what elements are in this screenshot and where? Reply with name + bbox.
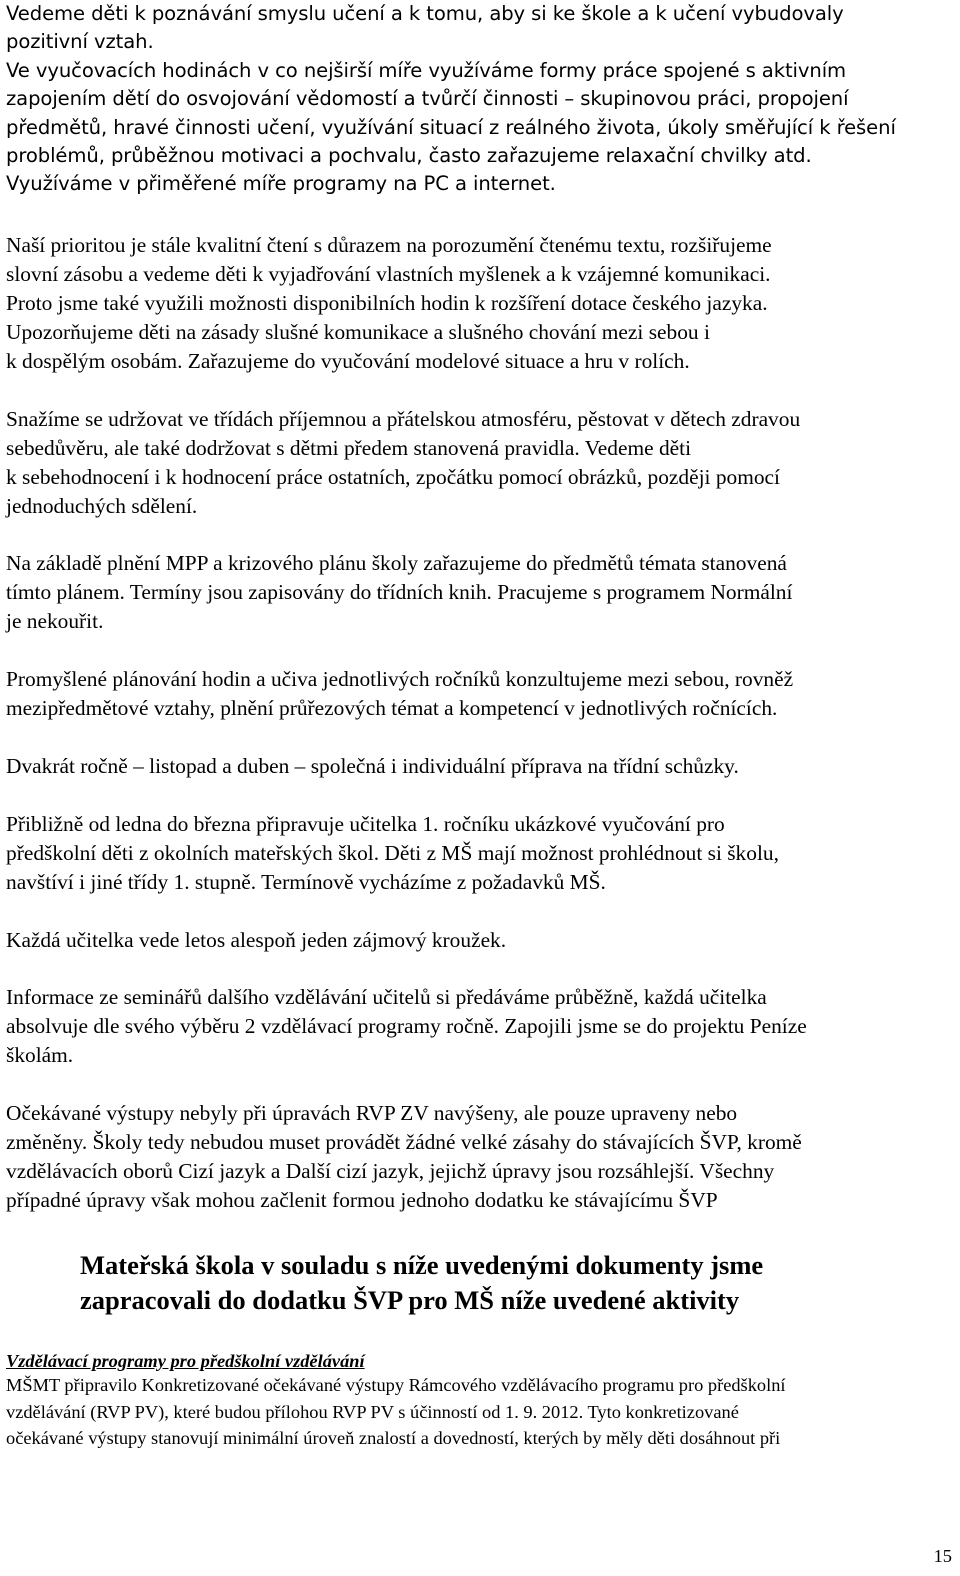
heading-line: Mateřská škola v souladu s níže uvedenými dokumenty jsme <box>80 1250 764 1280</box>
text-line: školám. <box>6 1043 74 1067</box>
paragraph-interest-clubs <box>6 926 951 955</box>
text-line: navštíví i jiné třídy 1. stupně. Termínově vycházíme z požadavků MŠ. <box>6 870 606 894</box>
paragraph-msmt-outputs <box>6 1372 951 1452</box>
text-line: případné úpravy však mohou začlenit formou jednoho dodatku ke stávajícímu ŠVP <box>6 1188 718 1212</box>
heading-line: zapracovali do dodatku ŠVP pro MŠ níže uvedené aktivity <box>80 1285 740 1315</box>
text-line: Proto jsme také využili možnosti disponibilních hodin k rozšíření dotace českého jazyka. <box>6 291 768 315</box>
text-line: Využíváme v přiměřené míře programy na PC a internet. <box>6 172 556 196</box>
text-line: sebedůvěru, ale také dodržovat s dětmi předem stanovená pravidla. Vedeme děti <box>6 436 692 460</box>
text-line: MŠMT připravilo Konkretizované očekávané výstupy Rámcového vzdělávacího programu pro předškolní <box>6 1375 786 1395</box>
text-line: vzdělávacích oborů Cizí jazyk a Další cizí jazyk, jejichž úpravy jsou rozsáhlejší. Všechny <box>6 1159 775 1183</box>
text-line: vzdělávání (RVP PV), které budou přílohou RVP PV s účinností od 1. 9. 2012. Tyto konkretizované <box>6 1401 739 1422</box>
paragraph-teacher-training <box>6 983 951 1070</box>
text-line: předškolní děti z okolních mateřských škol. Děti z MŠ mají možnost prohlédnout si školu, <box>6 841 779 865</box>
text-line: Každá učitelka vede letos alespoň jeden zájmový kroužek. <box>6 928 507 952</box>
page-number: 15 <box>933 1546 952 1566</box>
text-line: mezipředmětové vztahy, plnění průřezových témat a kompetencí v jednotlivých ročnících. <box>6 696 778 720</box>
text-line: změněny. Školy tedy nebudou muset provádět žádné velké zásahy do stávajících ŠVP, kromě <box>6 1130 802 1154</box>
text-line: očekávané výstupy stanovují minimální úroveň znalostí a dovedností, kterých by měly děti dosáhnout při <box>6 1428 781 1448</box>
subheading-preschool-programs: Vzdělávací programy pro předškolní vzdělávání <box>6 1351 365 1371</box>
text-line: problémů, průběžnou motivaci a pochvalu, často zařazujeme relaxační chvilky atd. <box>6 144 812 168</box>
text-line: Promyšlené plánování hodin a učiva jednotlivých ročníků konzultujeme mezi sebou, rovněž <box>6 667 794 691</box>
text-line: slovní zásobu a vedeme děti k vyjadřování vlastních myšlenek a k vzájemné komunikaci. <box>6 262 771 286</box>
text-line: k sebehodnocení i k hodnocení práce ostatních, zpočátku pomocí obrázků, později pomocí <box>6 465 780 489</box>
text-line: Vedeme děti k poznávání smyslu učení a k tomu, aby si ke škole a k učení vybudovaly <box>6 2 844 25</box>
paragraph-lesson-planning <box>6 665 951 723</box>
paragraph-mpp-plan <box>6 549 951 636</box>
paragraph-class-atmosphere <box>6 405 951 521</box>
text-line: Ve vyučovacích hodinách v co nejširší míře využíváme formy práce spojené s aktivním <box>6 58 847 82</box>
text-line: je nekouřit. <box>6 609 104 633</box>
text-line: zapojením dětí do osvojování vědomostí a tvůrčí činnosti – skupinovou práci, propojení <box>6 87 849 111</box>
text-line: absolvuje dle svého výběru 2 vzdělávací programy ročně. Zapojili jsme se do projektu Peníze <box>6 1014 807 1038</box>
text-line: Přibližně od ledna do března připravuje učitelka 1. ročníku ukázkové vyučování pro <box>6 812 725 836</box>
section-heading <box>80 1248 940 1318</box>
paragraph-reading-priority <box>6 231 951 376</box>
text-line: pozitivní vztah. <box>6 30 154 54</box>
text-line: předmětů, hravé činnosti učení, využívání situací z reálného života, úkoly směřující k řešení <box>6 115 896 139</box>
paragraph-preschool-demo <box>6 810 951 897</box>
text-line: Na základě plnění MPP a krizového plánu školy zařazujeme do předmětů témata stanovená <box>6 551 787 575</box>
text-line: Dvakrát ročně – listopad a duben – společná i individuální příprava na třídní schůzky. <box>6 754 739 778</box>
text-line: Očekávané výstupy nebyly při úpravách RVP ZV navýšeny, ale pouze upraveny nebo <box>6 1101 738 1125</box>
text-line: jednoduchých sdělení. <box>6 494 198 518</box>
paragraph-parent-meetings <box>6 752 951 781</box>
paragraph-learning-motivation <box>6 0 941 199</box>
text-line: k dospělým osobám. Zařazujeme do vyučování modelové situace a hru v rolích. <box>6 349 690 373</box>
text-line: tímto plánem. Termíny jsou zapisovány do třídních knih. Pracujeme s programem Normální <box>6 580 793 604</box>
text-line: Snažíme se udržovat ve třídách příjemnou a přátelskou atmosféru, pěstovat v dětech zdravou <box>6 407 801 431</box>
paragraph-rvp-changes <box>6 1099 951 1215</box>
text-line: Naší prioritou je stále kvalitní čtení s důrazem na porozumění čtenému textu, rozšiřujeme <box>6 233 772 257</box>
text-line: Upozorňujeme děti na zásady slušné komunikace a slušného chování mezi sebou i <box>6 320 710 344</box>
text-line: Informace ze seminářů dalšího vzdělávání učitelů si předáváme průběžně, každá učitelka <box>6 985 767 1009</box>
